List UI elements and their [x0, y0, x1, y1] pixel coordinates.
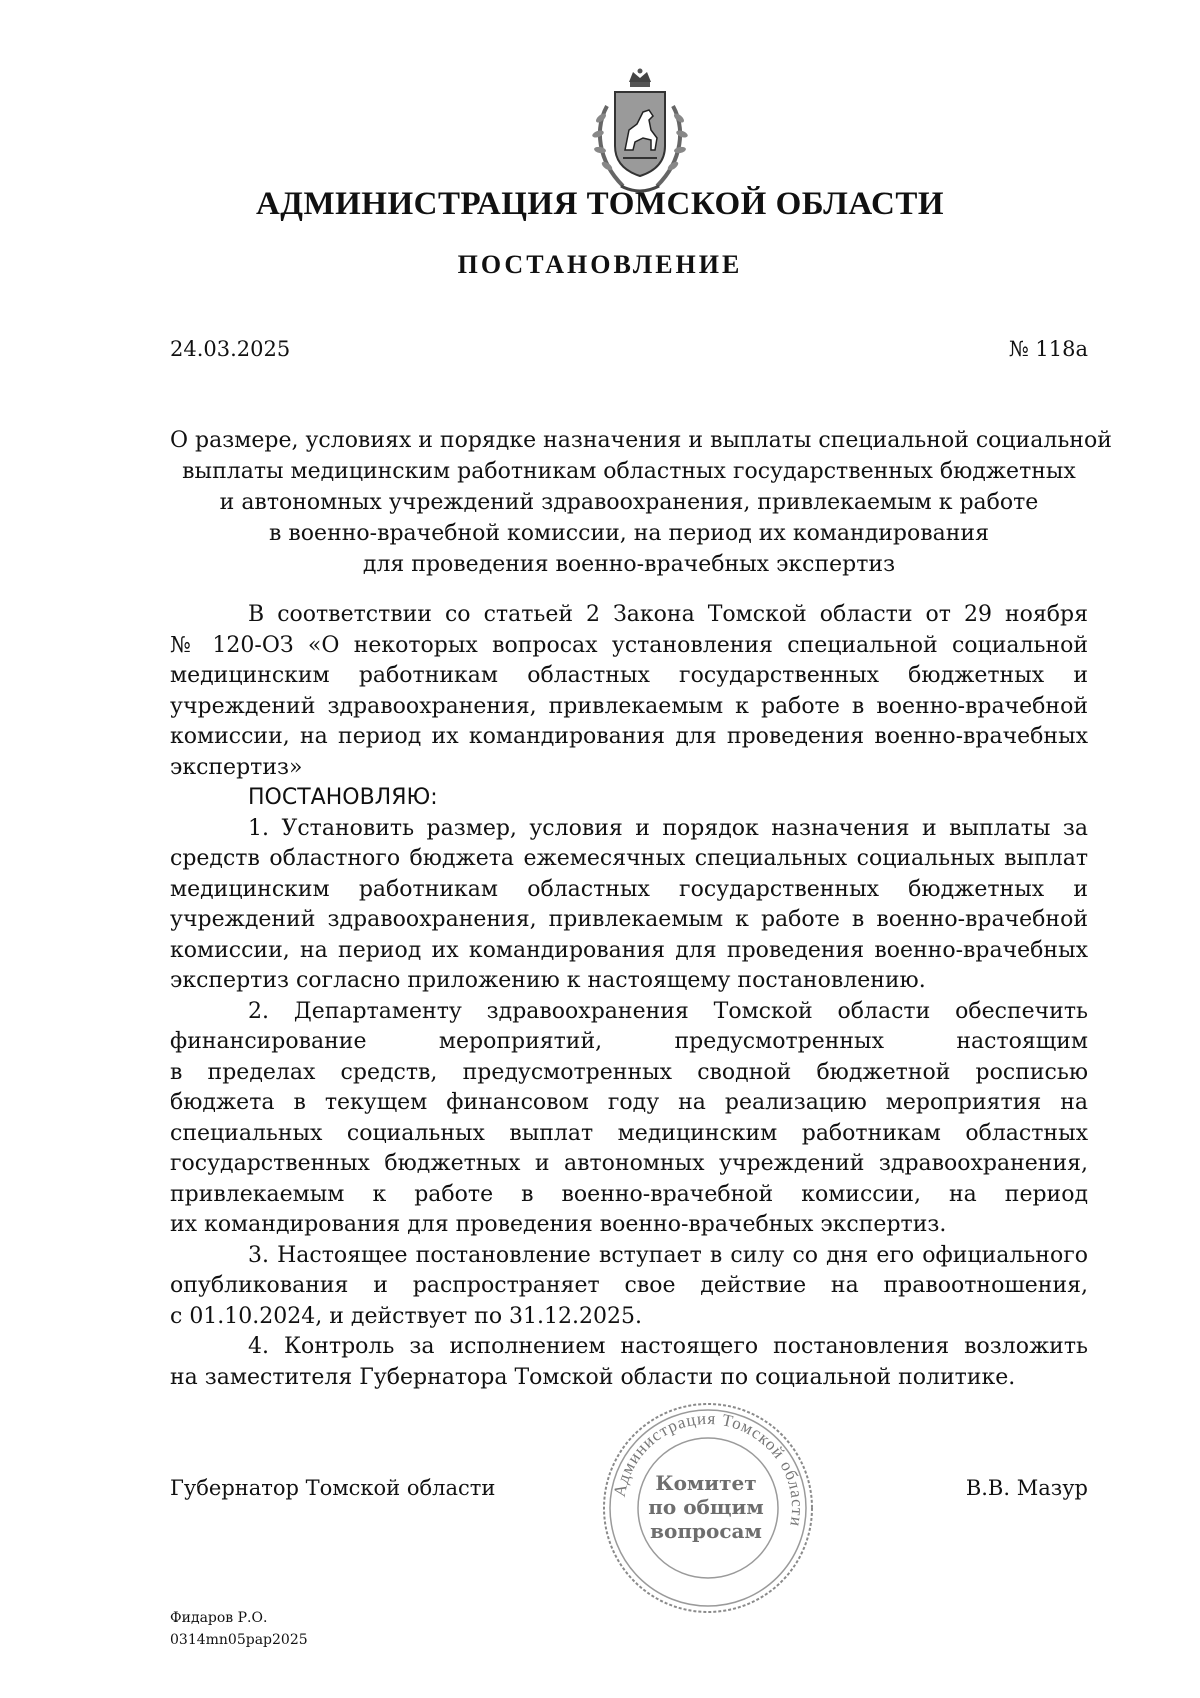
executor-code: 0314mn05pap2025: [170, 1632, 308, 1648]
preamble-line: экспертиз»: [170, 754, 303, 780]
document-date: 24.03.2025: [170, 337, 291, 361]
item-1-line: медицинским работникам областных государственных бюджетных и: [170, 876, 1088, 902]
stamp-center-line: вопросам: [650, 1519, 762, 1543]
tomsk-coat-of-arms-icon: [585, 68, 695, 198]
stamp-center-line: по общим: [648, 1495, 764, 1519]
preamble-line: учреждений здравоохранения, привлекаемым к работе в военно-врачебной: [170, 693, 1088, 719]
item-1-line: 1. Установить размер, условия и порядок назначения и выплаты за: [248, 815, 1088, 841]
document-number: № 118а: [1008, 337, 1088, 361]
item-1-line: средств областного бюджета ежемесячных специальных социальных выплат: [170, 846, 1088, 871]
document-type: ПОСТАНОВЛЕНИЕ: [457, 250, 743, 279]
item-3-line: опубликования и распространяет свое действие на правоотношения,: [170, 1273, 1088, 1298]
preamble-line: В соответствии со статьей 2 Закона Томской области от 29 ноября: [248, 602, 1088, 627]
subject-line: выплаты медицинским работникам областных государственных бюджетных: [182, 459, 1076, 484]
subject-line: О размере, условиях и порядке назначения и выплаты специальной социальной: [170, 428, 1112, 453]
stamp-ring-text: Администрация Томской области: [609, 1408, 808, 1529]
executor-block: [170, 1607, 308, 1651]
item-2-line: в пределах средств, предусмотренных сводной бюджетной росписью: [170, 1059, 1088, 1085]
subject-line: для проведения военно-врачебных экспертиз: [362, 552, 896, 577]
signatory-name: В.В. Мазур: [965, 1476, 1088, 1500]
item-1-line: экспертиз согласно приложению к настоящему постановлению.: [170, 968, 926, 993]
document-subject: [170, 425, 1112, 580]
item-2-line: бюджета в текущем финансовом году на реализацию мероприятия на: [170, 1090, 1088, 1115]
organization-title: АДМИНИСТРАЦИЯ ТОМСКОЙ ОБЛАСТИ: [255, 186, 945, 222]
item-2-line: специальных социальных выплат медицинским работникам областных: [170, 1120, 1088, 1146]
official-stamp: [598, 1398, 818, 1618]
signatory-title: Губернатор Томской области: [170, 1476, 496, 1500]
item-1-line: комиссии, на период их командирования для проведения военно-врачебных: [170, 937, 1088, 963]
item-4-line: 4. Контроль за исполнением настоящего постановления возложить: [248, 1334, 1088, 1359]
item-2-line: их командирования для проведения военно-врачебных экспертиз.: [170, 1212, 947, 1237]
item-2-line: 2. Департаменту здравоохранения Томской области обеспечить: [248, 998, 1088, 1024]
stamp-center-line: Комитет: [655, 1471, 757, 1495]
item-2-line: привлекаемым к работе в военно-врачебной комиссии, на период: [170, 1181, 1088, 1207]
subject-line: в военно-врачебной комиссии, на период их командирования: [269, 521, 989, 546]
item-4-line: на заместителя Губернатора Томской области по социальной политике.: [170, 1364, 1016, 1390]
decree-word: ПОСТАНОВЛЯЮ:: [248, 785, 438, 810]
document-body: [170, 600, 1088, 1393]
preamble-line: № 120-ОЗ «О некоторых вопросах установления специальной социальной: [170, 632, 1088, 658]
preamble-line: комиссии, на период их командирования для проведения военно-врачебных: [170, 724, 1088, 749]
item-1-line: учреждений здравоохранения, привлекаемым к работе в военно-врачебной: [170, 907, 1088, 932]
item-3-line: с 01.10.2024, и действует по 31.12.2025.: [170, 1303, 643, 1329]
item-2-line: финансирование мероприятий, предусмотренных настоящим: [170, 1029, 1088, 1054]
subject-line: и автономных учреждений здравоохранения, привлекаемым к работе: [219, 490, 1039, 515]
item-2-line: государственных бюджетных и автономных учреждений здравоохранения,: [170, 1151, 1088, 1176]
item-3-line: 3. Настоящее постановление вступает в силу со дня его официального: [248, 1242, 1088, 1268]
executor-name: Фидаров Р.О.: [170, 1610, 268, 1626]
preamble-line: медицинским работникам областных государственных бюджетных и: [170, 663, 1088, 688]
